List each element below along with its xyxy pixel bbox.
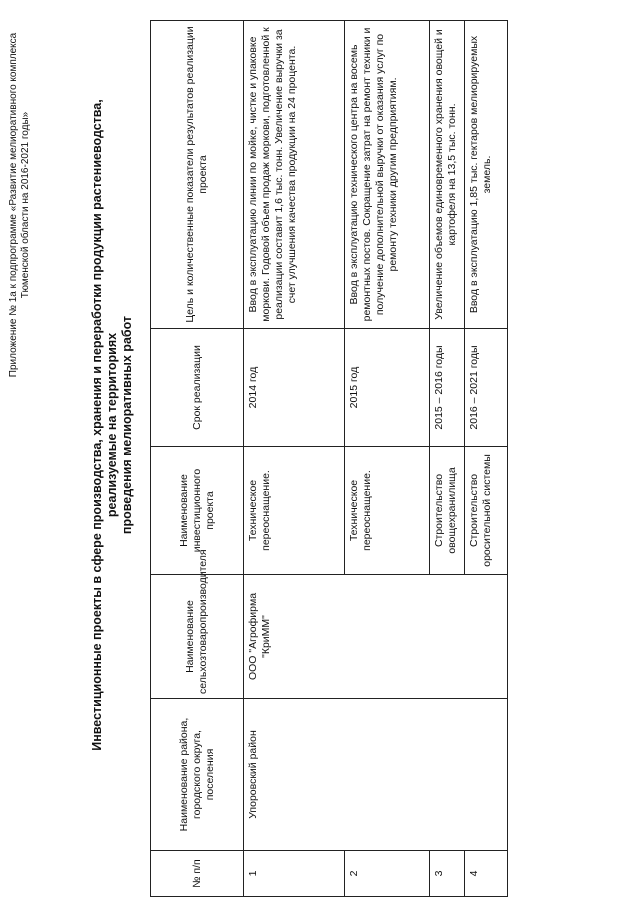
header-producer: Наименование сельхозтоваропроизводителя xyxy=(151,575,244,699)
cell-goal: Увеличение объемов единовременного хранения овощей и картофеля на 13,5 тыс. тонн. xyxy=(430,21,465,329)
table-row xyxy=(244,21,345,897)
header-project: Наименование инвестиционного проекта xyxy=(151,447,244,575)
cell-goal: Ввод в эксплуатацию технического центра на восемь ремонтных постов. Сокращение затрат на ремонт техники и получение дополнительной выручки от оказания услуг по ремонту техники другим предприятиям. xyxy=(345,21,430,329)
cell-period: 2015 – 2016 годы xyxy=(430,329,465,447)
table-header-row xyxy=(151,21,244,897)
header-period: Срок реализации xyxy=(151,329,244,447)
cell-num: 2 xyxy=(345,851,430,897)
appendix-line-1: Приложение № 1а к подпрограмме «Развитие мелиоративного комплекса xyxy=(8,32,19,378)
investment-projects-table xyxy=(150,20,508,897)
document-title xyxy=(90,65,135,785)
cell-period: 2016 – 2021 годы xyxy=(465,329,508,447)
cell-project: Строительство овощехранилища xyxy=(430,447,465,575)
header-num: № п/п xyxy=(151,851,244,897)
cell-goal: Ввод в эксплуатацию линии по мойке, чистке и упаковке моркови. Годовой объем продаж моркови, подготовленной к реализации составит 1,6 тыс. тонн. Увеличение выручки за счет улучшения качества продукции на 24 процента. xyxy=(244,21,345,329)
cell-period: 2015 год xyxy=(345,329,430,447)
cell-num: 3 xyxy=(430,851,465,897)
appendix-note xyxy=(8,25,32,385)
cell-project: Строительство оросительной системы xyxy=(465,447,508,575)
cell-project: Техническое перeоснащение. xyxy=(244,447,345,575)
header-goal: Цель и количественные показатели результатов реализации проекта xyxy=(151,21,244,329)
cell-district: Упоровский район xyxy=(244,699,508,851)
title-line-1: Инвестиционные проекты в сфере производства, хранения и переработки продукции растениеводства, реализуемые на территориях xyxy=(90,99,119,751)
cell-goal: Ввод в эксплуатацию 1,85 тыс. гектаров мелиорируемых земель. xyxy=(465,21,508,329)
header-district: Наименование района, городского округа, поселения xyxy=(151,699,244,851)
cell-num: 1 xyxy=(244,851,345,897)
title-line-2: проведения мелиоративных работ xyxy=(120,315,134,535)
appendix-line-2: Тюменской области на 2016-2021 годы» xyxy=(20,111,31,299)
cell-producer: ООО "Агрофирма "КриММ" xyxy=(244,575,508,699)
cell-project: Техническое перeоснащение. xyxy=(345,447,430,575)
cell-period: 2014 год xyxy=(244,329,345,447)
cell-num: 4 xyxy=(465,851,508,897)
